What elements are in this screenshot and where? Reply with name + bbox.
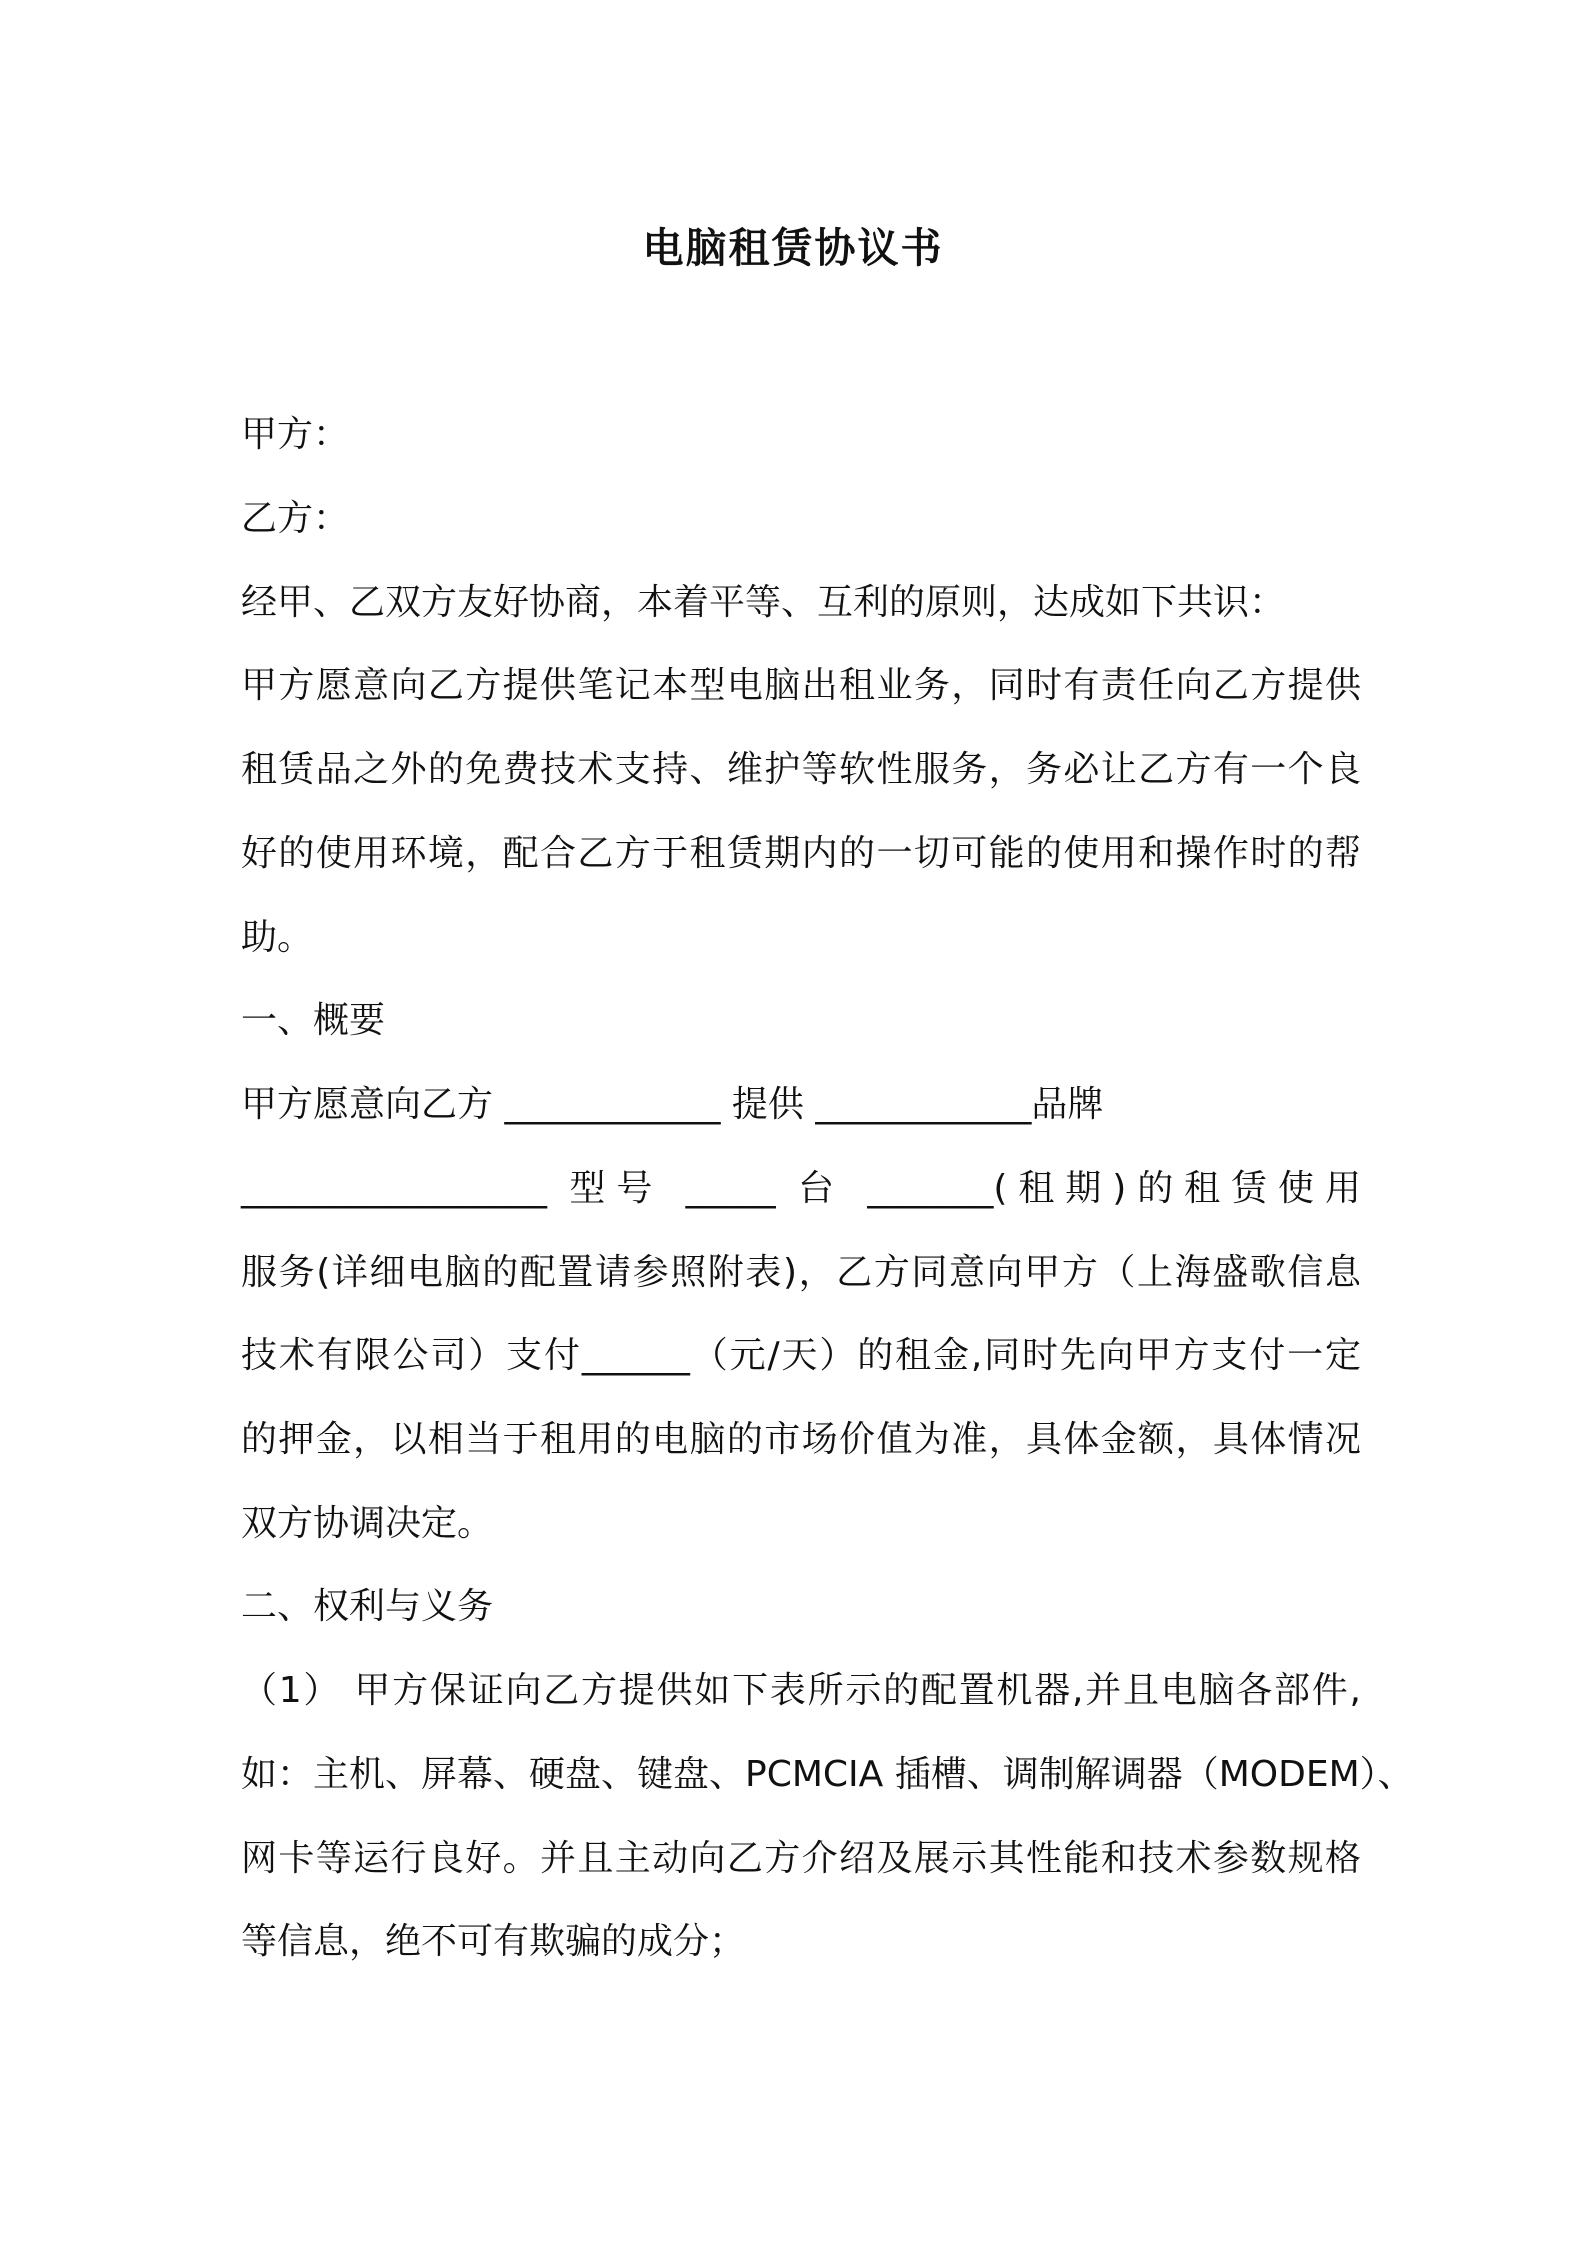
body-line: 双方协调决定。 — [241, 1503, 494, 1544]
body-line: 技术有限公司）支付______（元/天）的租金,同时先向甲方支付一定 — [241, 1335, 1361, 1376]
body-line: 甲方愿意向乙方 ____________ 提供 ____________品牌 — [241, 1084, 1104, 1125]
party-b-line: 乙方： — [241, 498, 350, 539]
body-line: 好的使用环境，配合乙方于租赁期内的一切可能的使用和操作时的帮 — [241, 833, 1361, 874]
body-line: 甲方愿意向乙方提供笔记本型电脑出租业务，同时有责任向乙方提供 — [241, 665, 1361, 706]
body-line: 如：主机、屏幕、硬盘、键盘、PCMCIA 插槽、调制解调器（MODEM）、 — [241, 1754, 1414, 1795]
body-line: 网卡等运行良好。并且主动向乙方介绍及展示其性能和技术参数规格 — [241, 1838, 1361, 1879]
body-line: （1） 甲方保证向乙方提供如下表所示的配置机器,并且电脑各部件, — [241, 1670, 1361, 1711]
party-a-line: 甲方： — [241, 414, 350, 455]
body-line: 服务(详细电脑的配置请参照附表)，乙方同意向甲方（上海盛歌信息 — [241, 1252, 1361, 1293]
body-line: 的押金，以相当于租用的电脑的市场价值为准，具体金额，具体情况 — [241, 1419, 1361, 1460]
body-line: _________________ 型号 _____ 台 _______(租期)的租赁使用 — [241, 1168, 1361, 1209]
body-line: 等信息，绝不可有欺骗的成分； — [241, 1921, 746, 1962]
section-heading: 一、概要 — [241, 1000, 386, 1041]
preamble-line: 经甲、乙双方友好协商，本着平等、互利的原则，达成如下共识： — [241, 582, 1286, 623]
document-title: 电脑租赁协议书 — [642, 224, 944, 272]
section-heading: 二、权利与义务 — [241, 1586, 494, 1627]
body-line: 助。 — [241, 917, 314, 958]
body-line: 租赁品之外的免费技术支持、维护等软性服务，务必让乙方有一个良 — [241, 749, 1361, 790]
